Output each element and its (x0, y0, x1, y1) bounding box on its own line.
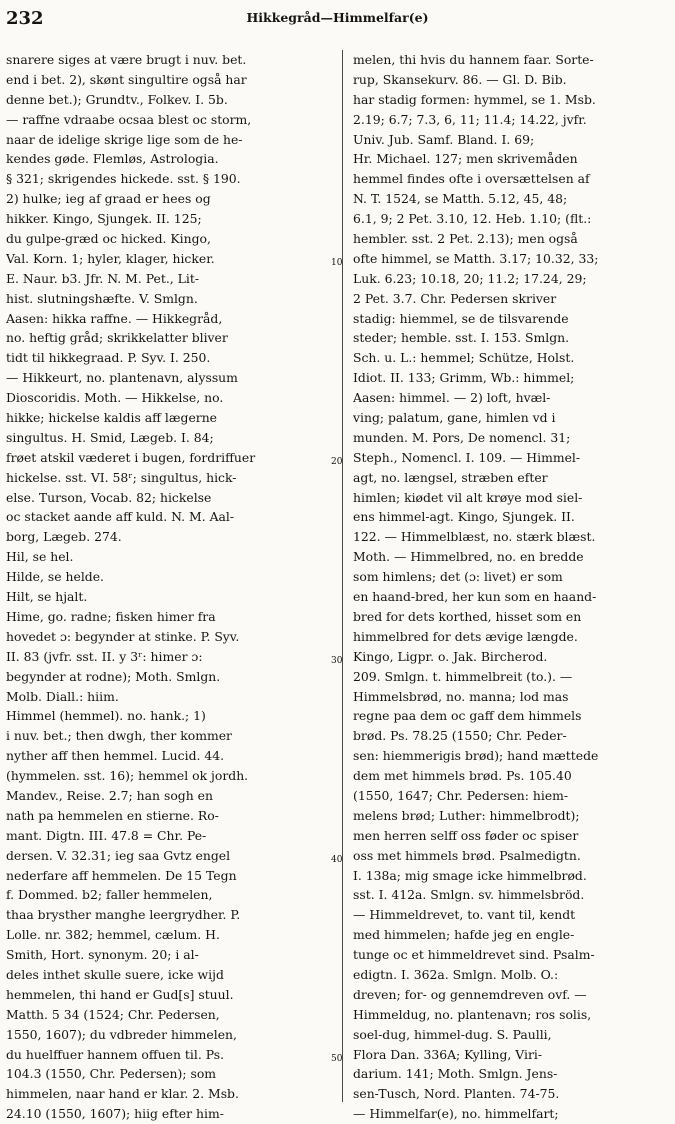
text-line: Kingo, Ligpr. o. Jak. Bircherod. (353, 648, 548, 664)
text-line: i nuv. bet.; then dwgh, ther kommer (6, 728, 232, 744)
text-line: Moth. — Himmelbred, no. en bredde (353, 549, 584, 565)
text-line: brød. Ps. 78.25 (1550; Chr. Peder- (353, 728, 567, 744)
text-line: du huelffuer hannem offuen til. Ps. (6, 1046, 225, 1062)
text-line: hemmelen, thi hand er Gud[s] stuul. (6, 986, 234, 1002)
text-line: — Himmeldrevet, to. vant til, kendt (353, 907, 576, 923)
text-line: 2) hulke; ieg af graad er hees og (6, 191, 211, 207)
column-divider (342, 50, 343, 1102)
text-line: 24.10 (1550, 1607); hiig efter him- (6, 1106, 224, 1122)
text-line: — Hikkeurt, no. plantenavn, alyssum (6, 370, 238, 386)
text-line: Hil, se hel. (6, 549, 74, 565)
text-line: melen, thi hvis du hannem faar. Sorte- (353, 52, 594, 67)
text-line: nederfare aff hemmelen. De 15 Tegn (6, 867, 237, 883)
text-line: end i bet. 2), skønt singultire også har (6, 71, 247, 87)
text-line: f. Dommed. b2; faller hemmelen, (6, 887, 213, 903)
text-line: Val. Korn. 1; hyler, klager, hicker. (6, 250, 215, 266)
text-line: hovedet ɔ: begynder at stinke. P. Syv. (6, 628, 240, 644)
text-line: du gulpe-græd oc hicked. Kingo, (6, 231, 211, 247)
text-line: deles inthet skulle suere, icke wijd (6, 966, 224, 982)
text-line: Luk. 6.23; 10.18, 20; 11.2; 17.24, 29; (353, 270, 587, 286)
line-number: 40 (331, 855, 343, 865)
page-header (0, 0, 675, 40)
text-line: himlen; kiødet vil alt krøye mod siel- (353, 489, 583, 505)
text-line: 2 Pet. 3.7. Chr. Pedersen skriver (353, 290, 557, 306)
text-line: som himlens; det (ɔ: livet) er som (353, 569, 563, 585)
text-line: snarere siges at være brugt i nuv. bet. (6, 52, 247, 67)
text-line: nyther aff then hemmel. Lucid. 44. (6, 748, 225, 764)
text-line: sen-Tusch, Nord. Planten. 74-75. (353, 1086, 560, 1102)
text-line: frøet atskil væderet i bugen, fordriffuer (6, 449, 256, 465)
text-line: en haand-bred, her kun som en haand- (353, 589, 597, 605)
left-column (6, 50, 332, 1124)
text-line: naar de idelige skrige lige som de he- (6, 131, 243, 147)
text-line: Hilt, se hjalt. (6, 589, 88, 605)
text-line: no. heftig gråd; skrikkelatter bliver (6, 330, 228, 346)
text-line: edigtn. I. 362a. Smlgn. Molb. O.: (353, 966, 559, 982)
text-line: Steph., Nomencl. I. 109. — Himmel- (353, 449, 581, 465)
page-number: 232 (6, 8, 44, 29)
text-line: med himmelen; hafde jeg en engle- (353, 927, 575, 943)
text-line: ofte himmel, se Matth. 3.17; 10.32, 33; (353, 250, 599, 266)
text-line: rup, Skansekurv. 86. — Gl. D. Bib. (353, 71, 567, 87)
text-line: ving; palatum, gane, himlen vd i (353, 410, 556, 426)
text-line: N. T. 1524, se Matth. 5.12, 45, 48; (353, 191, 568, 207)
text-line: E. Naur. b3. Jfr. N. M. Pet., Lit- (6, 270, 200, 286)
running-head: Hikkegråd—Himmelfar(e) (246, 10, 429, 25)
text-line: Univ. Jub. Samf. Bland. I. 69; (353, 131, 535, 147)
text-line: himmelen, naar hand er klar. 2. Msb. (6, 1086, 239, 1102)
text-line: Himmel (hemmel). no. hank.; 1) (6, 708, 206, 724)
text-line: II. 83 (jvfr. sst. II. y 3ʳ: himer ɔ: (6, 648, 203, 664)
text-line: 122. — Himmelblæst, no. stærk blæst. (353, 529, 596, 545)
text-line: men herren selff oss føder oc spiser (353, 827, 579, 843)
text-line: mant. Digtn. III. 47.8 = Chr. Pe- (6, 827, 207, 843)
text-line: begynder at rodne); Moth. Smlgn. (6, 668, 221, 684)
text-line: nath pa hemmelen en stierne. Ro- (6, 807, 219, 823)
text-line: Matth. 5 34 (1524; Chr. Pedersen, (6, 1006, 220, 1022)
text-line: tunge oc et himmeldrevet sind. Psalm- (353, 947, 595, 963)
text-line: Himmelsbrød, no. manna; lod mas (353, 688, 569, 704)
right-column (353, 50, 671, 1124)
text-line: Hime, go. radne; fisken himer fra (6, 608, 216, 624)
text-line: hikker. Kingo, Sjungek. II. 125; (6, 211, 202, 227)
text-line: sst. I. 412a. Smlgn. sv. himmelsbröd. (353, 887, 585, 903)
text-line: thaa brysther manghe leergrydher. P. (6, 907, 241, 923)
text-line: 2.19; 6.7; 7.3, 6, 11; 11.4; 14.22, jvfr. (353, 111, 587, 127)
text-line: bred for dets korthed, hisset som en (353, 608, 582, 624)
text-line: hembler. sst. 2 Pet. 2.13); men også (353, 231, 578, 247)
text-line: — Himmelfar(e), no. himmelfart; (353, 1106, 559, 1122)
text-line: oc stacket aande aff kuld. N. M. Aal- (6, 509, 235, 525)
text-line: (1550, 1647; Chr. Pedersen: hiem- (353, 787, 569, 803)
text-line: borg, Lægeb. 274. (6, 529, 122, 545)
text-line: melens brød; Luther: himmelbrodt); (353, 807, 580, 823)
text-line: har stadig formen: hymmel, se 1. Msb. (353, 91, 596, 107)
text-line: agt, no. længsel, stræben efter (353, 469, 548, 485)
text-line: hikke; hickelse kaldis aff lægerne (6, 410, 218, 426)
text-line: Aasen: himmel. — 2) loft, hvæl- (353, 390, 551, 406)
text-line: I. 138a; mig smage icke himmelbrød. (353, 867, 587, 883)
text-line: stadig: hiemmel, se de tilsvarende (353, 310, 569, 326)
text-line: munden. M. Pors, De nomencl. 31; (353, 429, 571, 445)
text-line: Lolle. nr. 382; hemmel, cælum. H. (6, 927, 220, 943)
text-line: Sch. u. L.: hemmel; Schütze, Holst. (353, 350, 575, 366)
text-line: 1550, 1607); du vdbreder himmelen, (6, 1026, 237, 1042)
text-line: dreven; for- og gennemdreven ovf. — (353, 986, 587, 1002)
text-line: — raffne vdraabe ocsaa blest oc storm, (6, 111, 252, 127)
text-line: Mandev., Reise. 2.7; han sogh en (6, 787, 213, 803)
text-line: dersen. V. 32.31; ieg saa Gvtz engel (6, 847, 231, 863)
text-line: Idiot. II. 133; Grimm, Wb.: himmel; (353, 370, 575, 386)
text-line: kendes gøde. Flemløs, Astrologia. (6, 151, 219, 167)
text-line: 209. Smlgn. t. himmelbreit (to.). — (353, 668, 573, 684)
text-line: Dioscoridis. Moth. — Hikkelse, no. (6, 390, 224, 406)
line-number: 30 (331, 656, 343, 666)
text-line: hickelse. sst. VI. 58ʳ; singultus, hick- (6, 469, 237, 485)
text-line: himmelbred for dets ævige længde. (353, 628, 578, 644)
text-line: regne paa dem oc gaff dem himmels (353, 708, 582, 724)
text-line: § 321; skrigendes hickede. sst. § 190. (6, 171, 241, 187)
text-line: tidt til hikkegraad. P. Syv. I. 250. (6, 350, 211, 366)
text-line: Hilde, se helde. (6, 569, 104, 585)
line-number: 10 (331, 258, 343, 268)
text-line: else. Turson, Vocab. 82; hickelse (6, 489, 212, 505)
text-line: hemmel findes ofte i oversættelsen af (353, 171, 590, 187)
text-line: Hr. Michael. 127; men skrivemåden (353, 151, 578, 167)
text-line: (hymmelen. sst. 16); hemmel ok jordh. (6, 768, 249, 784)
text-line: Aasen: hikka raffne. — Hikkegråd, (6, 310, 223, 326)
text-line: soel-dug, himmel-dug. S. Paulli, (353, 1026, 552, 1042)
line-number: 20 (331, 457, 343, 467)
text-line: dem met himmels brød. Ps. 105.40 (353, 768, 572, 784)
text-line: Molb. Diall.: hiim. (6, 688, 119, 704)
text-line: darium. 141; Moth. Smlgn. Jens- (353, 1066, 558, 1082)
text-line: 104.3 (1550, Chr. Pedersen); som (6, 1066, 217, 1082)
text-line: Himmeldug, no. plantenavn; ros solis, (353, 1006, 592, 1022)
text-line: hist. slutningshæfte. V. Smlgn. (6, 290, 198, 306)
text-line: singultus. H. Smid, Lægeb. I. 84; (6, 429, 214, 445)
text-line: sen: hiemmerigis brød); hand mættede (353, 748, 599, 764)
text-line: Smith, Hort. synonym. 20; i al- (6, 947, 199, 963)
text-line: steder; hemble. sst. I. 153. Smlgn. (353, 330, 570, 346)
text-line: denne bet.); Grundtv., Folkev. I. 5b. (6, 91, 228, 107)
text-line: oss met himmels brød. Psalmedigtn. (353, 847, 581, 863)
line-number: 50 (331, 1054, 343, 1064)
text-line: Flora Dan. 336A; Kylling, Viri- (353, 1046, 543, 1062)
text-line: ens himmel-agt. Kingo, Sjungek. II. (353, 509, 575, 525)
text-line: 6.1, 9; 2 Pet. 3.10, 12. Heb. 1.10; (flt.: (353, 211, 592, 227)
